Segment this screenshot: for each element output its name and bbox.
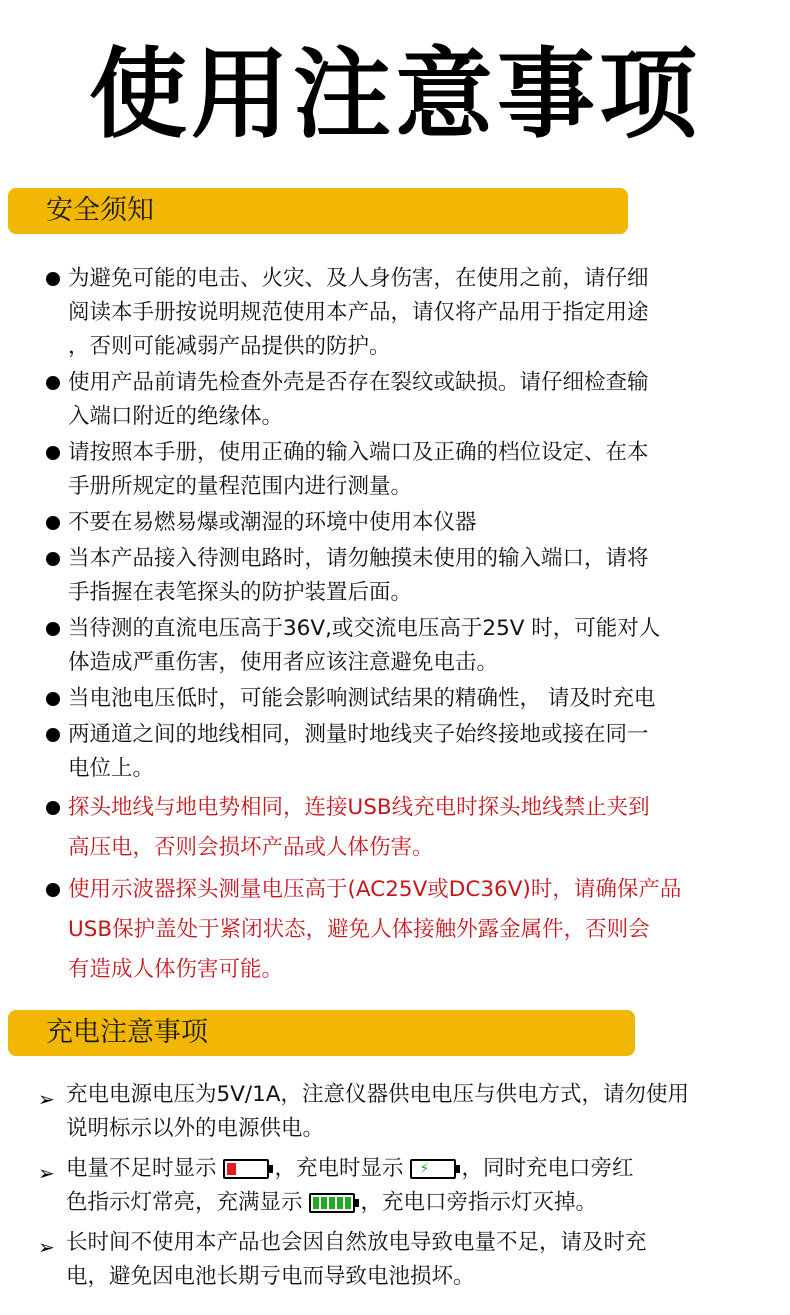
arrow-bullet-icon: ➢ — [38, 1235, 55, 1259]
bullet-icon — [46, 552, 60, 566]
list-item: 为避免可能的电击、火灾、及人身伤害，在使用之前，请仔细 阅读本手册按说明规范使用本产品，请仅将产品用于指定用途 ，否则可能减弱产品提供的防护。 — [44, 262, 744, 364]
bullet-icon — [46, 446, 60, 460]
list-item: 两通道之间的地线相同，测量时地线夹子始终接地或接在同一 电位上。 — [44, 718, 744, 786]
list-item: 请按照本手册，使用正确的输入端口及正确的档位设定、在本 手册所规定的量程范围内进行测量。 — [44, 436, 744, 504]
charging-section-header — [8, 1010, 635, 1056]
list-item: 不要在易燃易爆或潮湿的环境中使用本仪器 — [44, 506, 744, 540]
battery-low-icon — [223, 1159, 269, 1179]
arrow-bullet-icon: ➢ — [38, 1161, 55, 1185]
safety-section-header — [8, 188, 628, 234]
warning-list-item: 使用示波器探头测量电压高于(AC25V或DC36V)时，请确保产品 USB保护盖处于紧闭状态，避免人体接触外露金属件，否则会 有造成人体伤害可能。 — [44, 870, 744, 990]
bullet-icon — [46, 728, 60, 742]
charging-header-label: 充电注意事项 — [46, 1017, 208, 1048]
bullet-icon — [46, 801, 60, 815]
battery-full-icon — [309, 1193, 355, 1213]
bullet-icon — [46, 272, 60, 286]
list-item: ➢ 长时间不使用本产品也会因自然放电导致电量不足，请及时充 电，避免因电池长期亏电而导致电池损坏。 — [38, 1230, 647, 1289]
list-item: ➢ 电量不足时显示 ，充电时显示 ⚡ ，同时充电口旁红 色指示灯常亮，充满显示 ，充电口旁指示灯灭掉。 — [38, 1156, 634, 1215]
bullet-icon — [46, 692, 60, 706]
list-item: 当本产品接入待测电路时，请勿触摸未使用的输入端口，请将 手指握在表笔探头的防护装置后面。 — [44, 542, 744, 610]
bullet-icon — [46, 376, 60, 390]
list-item: 当待测的直流电压高于36V,或交流电压高于25V 时，可能对人 体造成严重伤害，使用者应该注意避免电击。 — [44, 612, 744, 680]
list-item: 当电池电压低时，可能会影响测试结果的精确性， 请及时充电 — [44, 682, 744, 716]
bullet-icon — [46, 622, 60, 636]
list-item: ➢ 充电电源电压为5V/1A，注意仪器供电电压与供电方式，请勿使用 说明标示以外的电源供电。 — [38, 1082, 690, 1141]
safety-header-label: 安全须知 — [46, 195, 154, 226]
charging-list — [38, 1078, 744, 1300]
bullet-icon — [46, 516, 60, 530]
arrow-bullet-icon: ➢ — [38, 1087, 55, 1111]
list-item: 使用产品前请先检查外壳是否存在裂纹或缺损。请仔细检查输 入端口附近的绝缘体。 — [44, 366, 744, 434]
safety-list — [44, 262, 744, 992]
page-title: 使用注意事项 — [88, 38, 701, 152]
bullet-icon — [46, 883, 60, 897]
battery-charging-icon: ⚡ — [410, 1159, 456, 1179]
warning-list-item: 探头地线与地电势相同，连接USB线充电时探头地线禁止夹到 高压电，否则会损坏产品或人体伤害。 — [44, 788, 744, 868]
